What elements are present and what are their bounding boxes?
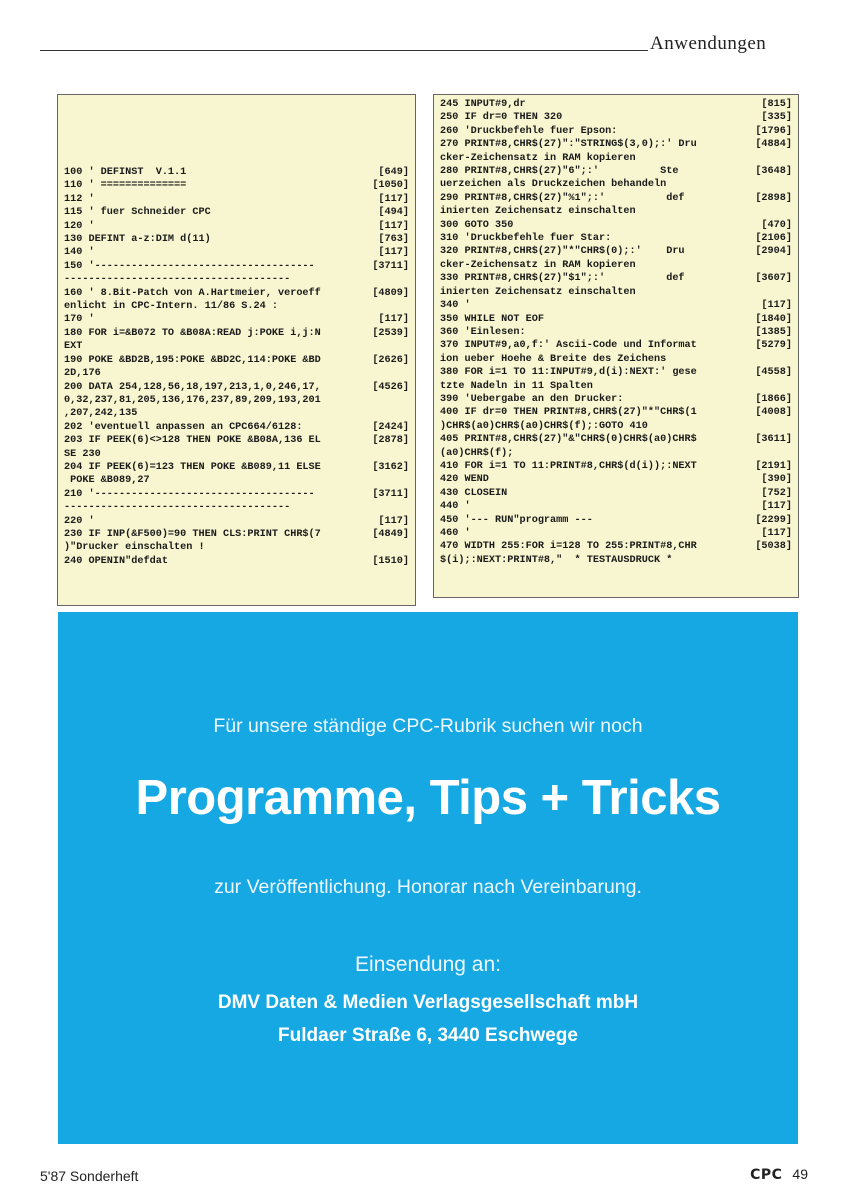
code-line (440, 98, 792, 111)
checksum: [1050] (372, 180, 409, 192)
checksum: [2191] (755, 460, 792, 472)
checksum: [2878] (372, 435, 409, 447)
checksum: [4849] (372, 528, 409, 540)
code-text: 180 FOR i=&B072 TO &B08A:READ j:POKE i,j:N (64, 327, 321, 339)
code-text: POKE &B089,27 (64, 475, 150, 487)
checksum: [4558] (755, 367, 792, 379)
code-line (440, 286, 792, 299)
checksum: [470] (761, 219, 792, 231)
code-line (64, 193, 409, 206)
checksum: [1866] (755, 393, 792, 405)
code-line (64, 206, 409, 219)
code-text: inierten Zeichensatz einschalten (440, 206, 636, 218)
code-text: tzte Nadeln in 11 Spalten (440, 380, 593, 392)
code-text: ------------------------------------- (64, 274, 291, 286)
ad-headline: Programme, Tips + Tricks (135, 771, 721, 825)
code-line (440, 138, 792, 151)
code-line (64, 340, 409, 353)
code-text: 410 FOR i=1 TO 11:PRINT#8,CHR$(d(i));:NEXT (440, 460, 697, 472)
code-line (440, 313, 792, 326)
code-text: 290 PRINT#8,CHR$(27)"%1";:' def (440, 192, 685, 204)
code-text: 245 INPUT#9,dr (440, 99, 526, 110)
code-text: 204 IF PEEK(6)=123 THEN POKE &B089,11 ELSE (64, 461, 321, 473)
code-text: 203 IF PEEK(6)<>128 THEN POKE &B08A,136 EL (64, 435, 321, 447)
checksum: [4526] (372, 381, 409, 393)
code-line (64, 501, 409, 514)
code-text: (a0)CHR$(f); (440, 447, 514, 459)
code-text: enlicht in CPC-Intern. 11/86 S.24 : (64, 301, 278, 313)
code-text: 110 ' ============== (64, 180, 187, 192)
code-text: SE 230 (64, 448, 101, 460)
code-line (64, 300, 409, 313)
code-text: 370 INPUT#9,a0,f:' Ascii-Code und Informat (440, 340, 697, 352)
code-text: 130 DEFINT a-z:DIM d(11) (64, 234, 211, 246)
code-line (440, 447, 792, 460)
code-text: 360 'Einlesen: (440, 326, 526, 338)
code-text: 220 ' (64, 515, 95, 527)
code-text: 380 FOR i=1 TO 11:INPUT#9,d(i):NEXT:' gese (440, 367, 697, 379)
code-line (64, 461, 409, 474)
checksum: [2424] (372, 421, 409, 433)
checksum: [117] (761, 300, 792, 312)
code-text: )CHR$(a0)CHR$(a0)CHR$(f);:GOTO 410 (440, 420, 648, 432)
checksum: [2539] (372, 327, 409, 339)
code-line (440, 299, 792, 312)
checksum: [335] (761, 112, 792, 124)
code-line (440, 380, 792, 393)
checksum: [117] (761, 501, 792, 513)
code-text: $(i);:NEXT:PRINT#8," * TESTAUSDRUCK * (440, 554, 673, 566)
code-line (440, 460, 792, 473)
code-line (64, 260, 409, 273)
code-text: 120 ' (64, 220, 95, 232)
code-text: 250 IF dr=0 THEN 320 (440, 112, 563, 124)
code-text: cker-Zeichensatz in RAM kopieren (440, 152, 636, 164)
checksum: [3711] (372, 260, 409, 272)
ad-subline: zur Veröffentlichung. Honorar nach Vereinbarung. (214, 876, 642, 898)
code-text: 150 '------------------------------------ (64, 260, 315, 272)
checksum: [117] (378, 247, 409, 259)
code-line (440, 205, 792, 218)
checksum: [3162] (372, 461, 409, 473)
code-text: 160 ' 8.Bit-Patch von A.Hartmeier, veroeff (64, 287, 321, 299)
code-text: inierten Zeichensatz einschalten (440, 286, 636, 298)
code-text: 190 POKE &BD2B,195:POKE &BD2C,114:POKE &BD (64, 354, 321, 366)
page-footer (750, 1166, 808, 1183)
code-line (440, 393, 792, 406)
checksum: [2898] (755, 192, 792, 204)
code-text: 2D,176 (64, 368, 101, 380)
ad-submit-label: Einsendung an: (355, 953, 501, 976)
code-text: ,207,242,135 (64, 408, 138, 420)
checksum: [117] (378, 515, 409, 527)
checksum: [390] (761, 474, 792, 486)
checksum: [117] (378, 193, 409, 205)
code-line (440, 366, 792, 379)
header-rule (40, 50, 648, 51)
checksum: [1385] (755, 326, 792, 338)
code-text: 340 ' (440, 300, 471, 312)
code-listing-right (433, 94, 799, 598)
code-listing-left (57, 94, 416, 606)
code-line (64, 327, 409, 340)
code-line (440, 433, 792, 446)
checksum: [117] (761, 528, 792, 539)
code-line (64, 354, 409, 367)
code-text: 210 '------------------------------------ (64, 488, 315, 500)
code-text: 140 ' (64, 247, 95, 259)
code-text: 405 PRINT#8,CHR$(27)"&"CHR$(0)CHR$(a0)CHR$ (440, 434, 697, 446)
checksum: [763] (378, 234, 409, 246)
checksum: [3607] (755, 273, 792, 285)
code-text: 350 WHILE NOT EOF (440, 313, 544, 325)
code-line (64, 421, 409, 434)
page-number: 49 (792, 1166, 808, 1182)
code-line (440, 165, 792, 178)
code-line (64, 273, 409, 286)
checksum: [117] (378, 314, 409, 326)
code-line (440, 353, 792, 366)
code-line (440, 420, 792, 433)
code-line (64, 448, 409, 461)
checksum: [4008] (755, 407, 792, 419)
code-text: 0,32,237,81,205,136,176,237,89,209,193,201 (64, 394, 321, 406)
code-line (64, 474, 409, 487)
code-line (64, 367, 409, 380)
checksum: [649] (378, 167, 409, 178)
code-line (440, 527, 792, 540)
code-text: 115 ' fuer Schneider CPC (64, 207, 211, 219)
code-line (440, 500, 792, 513)
code-line (64, 381, 409, 394)
code-text: 270 PRINT#8,CHR$(27)":"STRING$(3,0);:' Dru (440, 139, 697, 151)
checksum: [5279] (755, 340, 792, 352)
checksum: [3611] (755, 434, 792, 446)
code-text: ion ueber Hoehe & Breite des Zeichens (440, 353, 667, 365)
code-line (64, 233, 409, 246)
checksum: [4809] (372, 287, 409, 299)
code-line (64, 434, 409, 447)
code-text: 112 ' (64, 193, 95, 205)
checksum: [117] (378, 220, 409, 232)
checksum: [5038] (755, 541, 792, 553)
code-line (440, 473, 792, 486)
code-line (64, 287, 409, 300)
code-line (440, 152, 792, 165)
code-text: 330 PRINT#8,CHR$(27)"$1";:' def (440, 273, 685, 285)
code-text: 100 ' DEFINST V.1.1 (64, 167, 187, 178)
code-text: 200 DATA 254,128,56,18,197,213,1,0,246,17, (64, 381, 321, 393)
code-text: 280 PRINT#8,CHR$(27)"6";:' Ste (440, 166, 679, 178)
ad-address: Fuldaer Straße 6, 3440 Eschwege (278, 1025, 578, 1046)
code-text: cker-Zeichensatz in RAM kopieren (440, 259, 636, 271)
code-text: )"Drucker einschalten ! (64, 542, 205, 554)
cpc-logo: CPC (750, 1167, 783, 1183)
code-line (440, 178, 792, 191)
code-text: 260 'Druckbefehle fuer Epson: (440, 125, 618, 137)
code-line (440, 326, 792, 339)
checksum: [1840] (755, 313, 792, 325)
ad-intro: Für unsere ständige CPC-Rubrik suchen wir noch (213, 715, 643, 737)
code-line (440, 259, 792, 272)
code-text: 450 '--- RUN"programm --- (440, 514, 593, 526)
code-text: 440 ' (440, 501, 471, 513)
code-line (440, 232, 792, 245)
code-text: 470 WIDTH 255:FOR i=128 TO 255:PRINT#8,CHR (440, 541, 697, 553)
code-text: 400 IF dr=0 THEN PRINT#8,CHR$(27)"*"CHR$(1 (440, 407, 697, 419)
code-text: ------------------------------------- (64, 502, 291, 514)
code-line (64, 515, 409, 528)
code-line (440, 245, 792, 258)
checksum: [1796] (755, 125, 792, 137)
checksum: [3711] (372, 488, 409, 500)
code-text: 320 PRINT#8,CHR$(27)"*"CHR$(0);:' Dru (440, 246, 685, 258)
checksum: [4884] (755, 139, 792, 151)
code-line (440, 514, 792, 527)
code-line (64, 528, 409, 541)
code-line (64, 555, 409, 568)
code-text: 430 CLOSEIN (440, 487, 508, 499)
checksum: [752] (761, 487, 792, 499)
checksum: [2106] (755, 233, 792, 245)
checksum: [3648] (755, 166, 792, 178)
code-line (64, 488, 409, 501)
checksum: [815] (761, 99, 792, 110)
code-text: EXT (64, 341, 83, 353)
code-line (440, 339, 792, 352)
code-line (440, 111, 792, 124)
code-line (440, 125, 792, 138)
code-line (440, 192, 792, 205)
code-line (64, 220, 409, 233)
code-text: uerzeichen als Druckzeichen behandeln (440, 179, 667, 191)
code-text: 240 OPENIN"defdat (64, 555, 168, 567)
checksum: [2626] (372, 354, 409, 366)
code-text: 230 IF INP(&F500)=90 THEN CLS:PRINT CHR$(7 (64, 528, 321, 540)
checksum: [494] (378, 207, 409, 219)
checksum: [2299] (755, 514, 792, 526)
code-line (440, 272, 792, 285)
code-text: 170 ' (64, 314, 95, 326)
ad-company: DMV Daten & Medien Verlagsgesellschaft mbH (217, 992, 639, 1013)
code-text: 420 WEND (440, 474, 489, 486)
code-line (440, 406, 792, 419)
code-text: 390 'Uebergabe an den Drucker: (440, 393, 624, 405)
call-for-submissions-ad (58, 612, 798, 1144)
code-text: 460 ' (440, 528, 471, 539)
code-line (64, 313, 409, 326)
code-line (440, 554, 792, 567)
section-title: Anwendungen (650, 33, 767, 54)
code-line (64, 394, 409, 407)
code-line (64, 179, 409, 192)
code-line (64, 166, 409, 179)
code-line (64, 541, 409, 554)
code-text: 300 GOTO 350 (440, 219, 514, 231)
issue-label: 5'87 Sonderheft (40, 1168, 139, 1184)
code-text: 202 'eventuell anpassen an CPC664/6128: (64, 421, 303, 433)
code-line (440, 540, 792, 553)
code-line (64, 407, 409, 420)
checksum: [2904] (755, 246, 792, 258)
code-line (440, 487, 792, 500)
code-line (64, 246, 409, 259)
code-text: 310 'Druckbefehle fuer Star: (440, 233, 612, 245)
code-line (440, 219, 792, 232)
checksum: [1510] (372, 555, 409, 567)
